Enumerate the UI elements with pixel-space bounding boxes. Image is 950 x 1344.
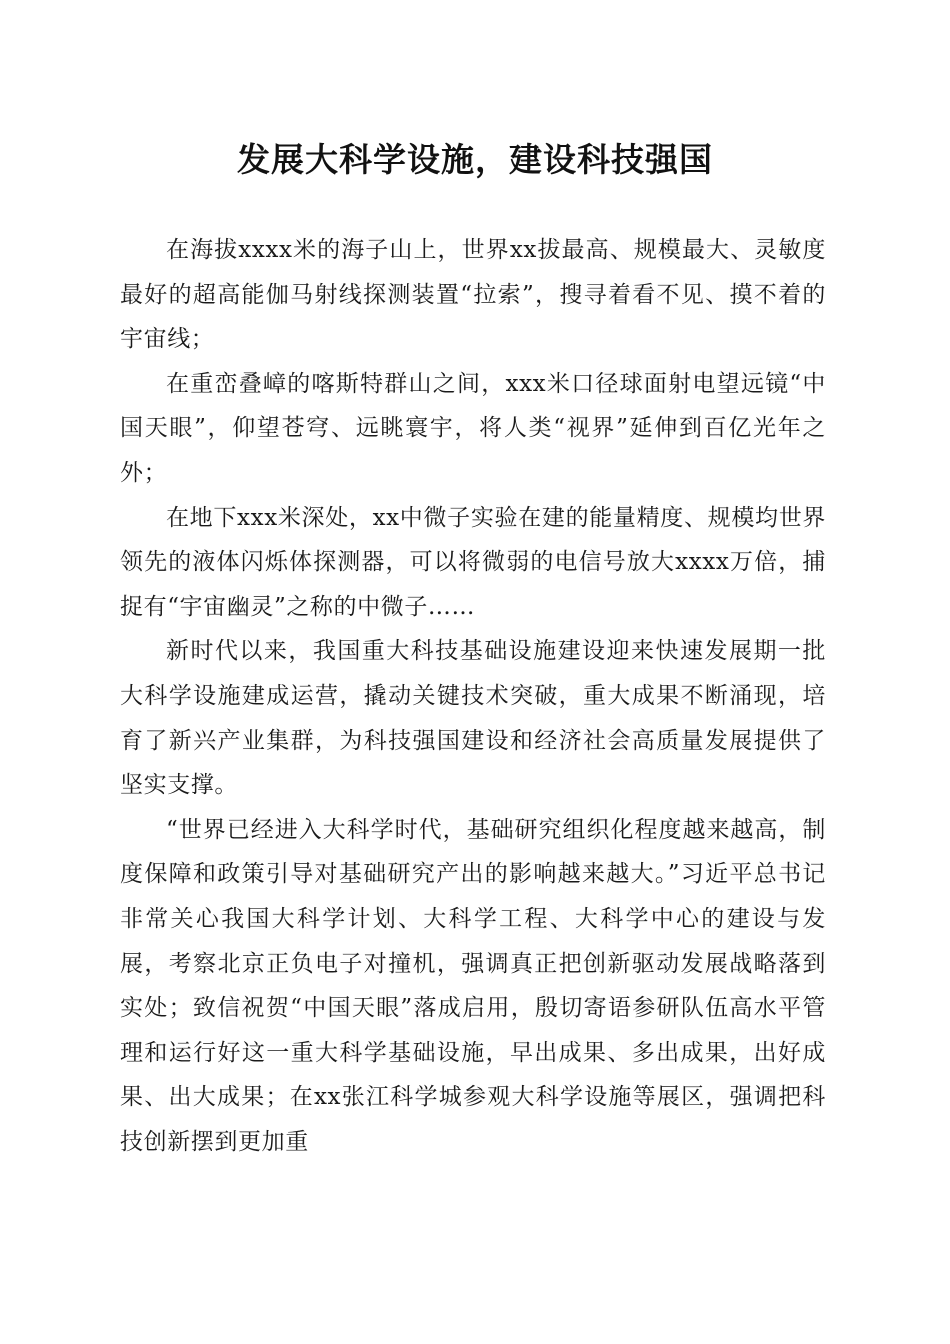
paragraph-fast: 在重峦叠嶂的喀斯特群山之间，xxx米口径球面射电望远镜“中国天眼”，仰望苍穹、远眺寰宇，将人类“视界”延伸到百亿光年之外； <box>120 370 826 486</box>
paragraph-lhaaso: 在海拔xxxx米的海子山上，世界xx拔最高、规模最大、灵敏度最好的超高能伽马射线探测装置“拉索”，搜寻着看不见、摸不着的宇宙线； <box>120 237 826 353</box>
paragraph-neutrino: 在地下xxx米深处，xx中微子实验在建的能量精度、规模均世界领先的液体闪烁体探测器，可以将微弱的电信号放大xxxx万倍，捕捉有“宇宙幽灵”之称的中微子…… <box>120 504 826 620</box>
paragraph-new-era: 新时代以来，我国重大科技基础设施建设迎来快速发展期一批大科学设施建成运营，撬动关键技术突破，重大成果不断涌现，培育了新兴产业集群，为科技强国建设和经济社会高质量发展提供了坚实支撑。 <box>120 638 826 799</box>
document-title: 发展大科学设施，建设科技强国 <box>237 140 713 179</box>
document-body <box>120 228 826 1164</box>
paragraph-big-science: “世界已经进入大科学时代，基础研究组织化程度越来越高，制度保障和政策引导对基础研究产出的影响越来越大。”习近平总书记非常关心我国大科学计划、大科学工程、大科学中心的建设与发展，考察北京正负电子对撞机，强调真正把创新驱动发展战略落到实处；致信祝贺“中国天眼”落成启用，殷切寄语参研队伍高水平管理和运行好这一重大科学基础设施，早出成果、多出成果，出好成果、出大成果；在xx张江科学城参观大科学设施等展区，强调把科技创新摆到更加重 <box>120 816 826 1155</box>
